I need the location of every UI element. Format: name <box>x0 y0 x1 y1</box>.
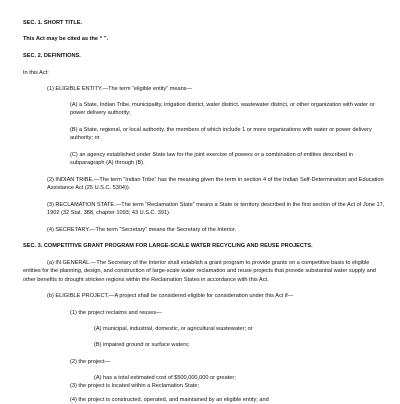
def2: (2) INDIAN TRIBE.—The term “Indian Tribe” has the meaning given the term in section 4 of the Indian Self-Determination and Education Assistance Act (25 U.S.C. 5304)). <box>47 177 384 192</box>
sec2-intro: In this Act: <box>23 70 49 76</box>
sec3-a-text: (a) IN GENERAL.—The Secretary of the Interior shall establish a grant program to provide grants on a competitive basis to eligible entities for the planning, design, and construction of large-scale water reclamation and reuse projects that provide substantial water supply and other benefits to drought stricken regions within the Reclamation States in accordance with this Act. <box>23 260 376 283</box>
sec1-text: This Act may be cited as the “ ”. <box>23 36 109 42</box>
sec3-b1: (1) the project reclaims and reuses— <box>70 310 162 316</box>
sec3-b1-a: (A) municipal, industrial, domestic, or agricultural wastewater; or <box>94 326 253 332</box>
def4: (4) SECRETARY.—The term “Secretary” means the Secretary of the Interior. <box>47 227 237 233</box>
def1-a: (A) a State, Indian Tribe, municipality, irrigation district, water district, wastewater district, or other organization with water or power delivery authority; <box>70 102 375 117</box>
def1: (1) ELIGIBLE ENTITY.—The term “eligible entity” means— <box>47 86 193 92</box>
sec3-b1-b: (B) impaired ground or surface waters; <box>94 342 190 348</box>
sec1-heading: SEC. 1. SHORT TITLE. <box>23 20 83 26</box>
sec3-b4: (4) the project is constructed, operated, and maintained by an eligible entity; and <box>70 397 269 403</box>
sec3-b3: (3) the project is located within a Reclamation State; <box>70 383 200 389</box>
sec3-heading: SEC. 3. COMPETITIVE GRANT PROGRAM FOR LARGE-SCALE WATER RECYCLING AND REUSE PROJECTS. <box>23 243 313 249</box>
def1-b: (B) a State, regional, or local authority, the members of which include 1 or more organizations with water or power delivery authority; or <box>70 127 372 142</box>
def1-c: (C) an agency established under State law for the joint exercise of powers or a combination of entities described in subparagraph (A) through (B). <box>70 152 353 167</box>
sec3-a <box>23 259 387 284</box>
def3: (3) RECLAMATION STATE.—The term “Reclamation State” means a State or territory described in the first section of the Act of June 17, 1902 (32 Stat. 388, chapter 1093; 43 U.S.C. 391). <box>47 202 385 217</box>
sec3-b: (b) ELIGIBLE PROJECT.—A project shall be considered eligible for consideration under this Act if— <box>47 293 294 299</box>
sec2-heading: SEC. 2. DEFINITIONS. <box>23 53 81 59</box>
sec3-b2-a: (A) has a total estimated cost of $500,000,000 or greater; <box>94 375 236 381</box>
sec3-b2: (2) the project— <box>70 359 111 365</box>
